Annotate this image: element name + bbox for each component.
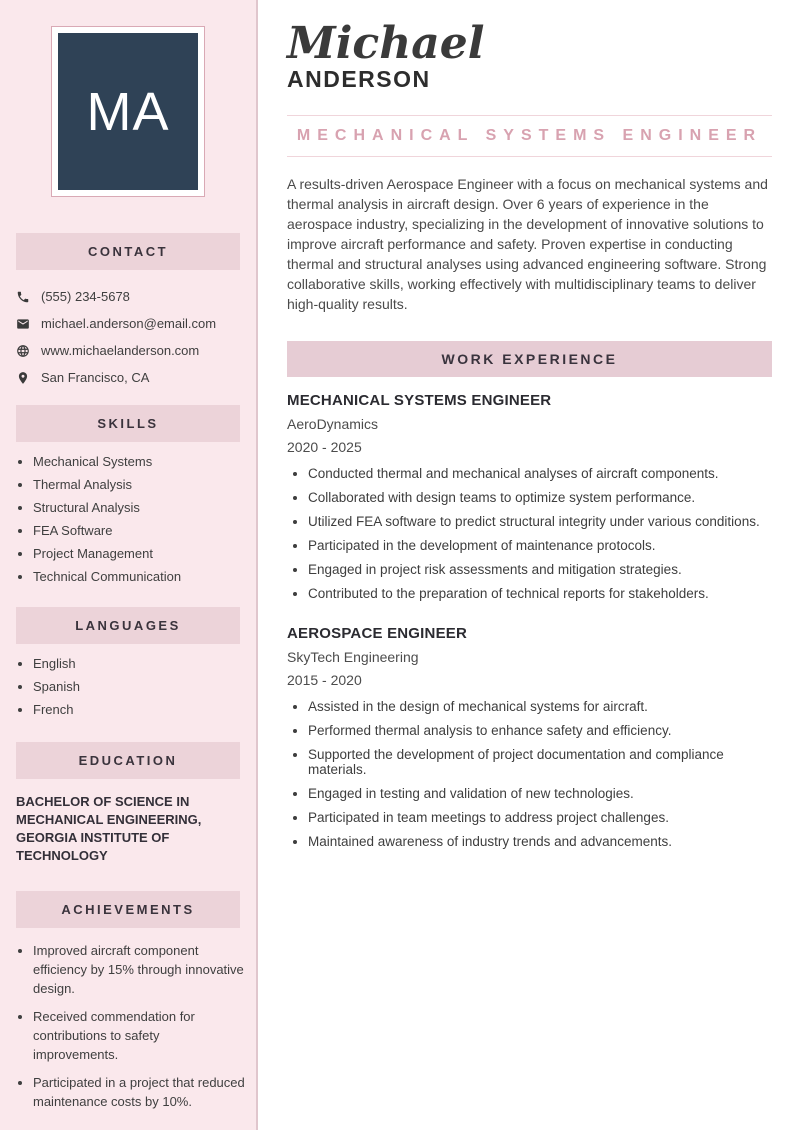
contact-phone-row: [16, 283, 246, 310]
language-item: • English: [33, 657, 246, 670]
skills-list: [0, 455, 256, 583]
job-bullet: • Assisted in the design of mechanical systems for aircraft.: [308, 699, 772, 714]
avatar: [51, 26, 205, 197]
achievement-item: • Received commendation for contributions to safety improvements.: [33, 1007, 246, 1064]
job-bullet: • Performed thermal analysis to enhance safety and efficiency.: [308, 723, 772, 738]
skills-section-heading: SKILLS: [16, 405, 240, 442]
job-dates: 2015 - 2020: [287, 672, 362, 689]
job-bullet: • Collaborated with design teams to optimize system performance.: [308, 490, 772, 505]
language-item: • Spanish: [33, 680, 246, 693]
job-company: AeroDynamics: [287, 416, 379, 433]
contact-website-row: [16, 337, 246, 364]
job-bullets: [287, 466, 772, 601]
job-bullet: • Supported the development of project documentation and compliance materials.: [308, 747, 772, 777]
job-bullet: • Engaged in testing and validation of new technologies.: [308, 786, 772, 801]
job-bullet: • Participated in the development of maintenance protocols.: [308, 538, 772, 553]
languages-section-heading: LANGUAGES: [16, 607, 240, 644]
job-entry: [287, 392, 772, 601]
professional-summary: A results-driven Aerospace Engineer with a focus on mechanical systems and thermal analysis in aircraft design. Over 6 years of experience in the aerospace industry, specializing in the development of innovative solutions to improve aircraft performance and safety. Proven expertise in conducting thermal and structural analyses using advanced engineering software. Strong collaborative skills, working effectively with multidisciplinary teams to deliver high-quality results.: [287, 176, 768, 313]
achievements-section-heading: ACHIEVEMENTS: [16, 891, 240, 928]
skill-item: • Thermal Analysis: [33, 478, 246, 491]
divider-line: [287, 156, 772, 157]
education-section-heading: EDUCATION: [16, 742, 240, 779]
website-url: www.michaelanderson.com: [41, 343, 200, 358]
avatar-initials: MA: [86, 81, 170, 142]
sidebar: [0, 0, 258, 1130]
job-title: MECHANICAL SYSTEMS ENGINEER: [287, 392, 552, 410]
contact-section-heading: CONTACT: [16, 233, 240, 270]
phone-icon: [16, 290, 30, 304]
education-degree: BACHELOR OF SCIENCE IN MECHANICAL ENGINEERING, GEORGIA INSTITUTE OF TECHNOLOGY: [16, 794, 202, 863]
job-bullet: • Engaged in project risk assessments and mitigation strategies.: [308, 562, 772, 577]
job-bullet: • Conducted thermal and mechanical analyses of aircraft components.: [308, 466, 772, 481]
job-bullets: [287, 699, 772, 849]
job-entry: [287, 625, 772, 849]
skill-item: • Mechanical Systems: [33, 455, 246, 468]
contact-location-row: [16, 364, 246, 391]
job-role-title: MECHANICAL SYSTEMS ENGINEER: [296, 127, 763, 145]
email-icon: [16, 317, 30, 331]
skill-item: • Project Management: [33, 547, 246, 560]
job-bullet: • Maintained awareness of industry trends and advancements.: [308, 834, 772, 849]
achievement-item: • Participated in a project that reduced maintenance costs by 10%.: [33, 1073, 246, 1111]
first-name: Michael: [287, 18, 485, 69]
job-bullet: • Contributed to the preparation of technical reports for stakeholders.: [308, 586, 772, 601]
job-dates: 2020 - 2025: [287, 439, 362, 456]
contact-email-row: [16, 310, 246, 337]
phone-number: (555) 234-5678: [41, 289, 130, 304]
skill-item: • FEA Software: [33, 524, 246, 537]
location-text: San Francisco, CA: [41, 370, 150, 385]
job-bullet: • Participated in team meetings to address project challenges.: [308, 810, 772, 825]
job-title: AEROSPACE ENGINEER: [287, 625, 468, 643]
job-bullet: • Utilized FEA software to predict structural integrity under various conditions.: [308, 514, 772, 529]
work-experience-heading: WORK EXPERIENCE: [287, 341, 772, 377]
main-column: [287, 0, 772, 858]
location-icon: [16, 371, 30, 385]
email-address: michael.anderson@email.com: [41, 316, 217, 331]
globe-icon: [16, 344, 30, 358]
languages-list: [0, 657, 256, 716]
skill-item: • Technical Communication: [33, 570, 246, 583]
job-company: SkyTech Engineering: [287, 649, 419, 666]
avatar-monogram-box: [58, 33, 198, 190]
achievements-list: [0, 941, 256, 1111]
last-name: ANDERSON: [287, 66, 431, 93]
skill-item: • Structural Analysis: [33, 501, 246, 514]
achievement-item: • Improved aircraft component efficiency by 15% through innovative design.: [33, 941, 246, 998]
contact-list: [16, 283, 246, 391]
language-item: • French: [33, 703, 246, 716]
